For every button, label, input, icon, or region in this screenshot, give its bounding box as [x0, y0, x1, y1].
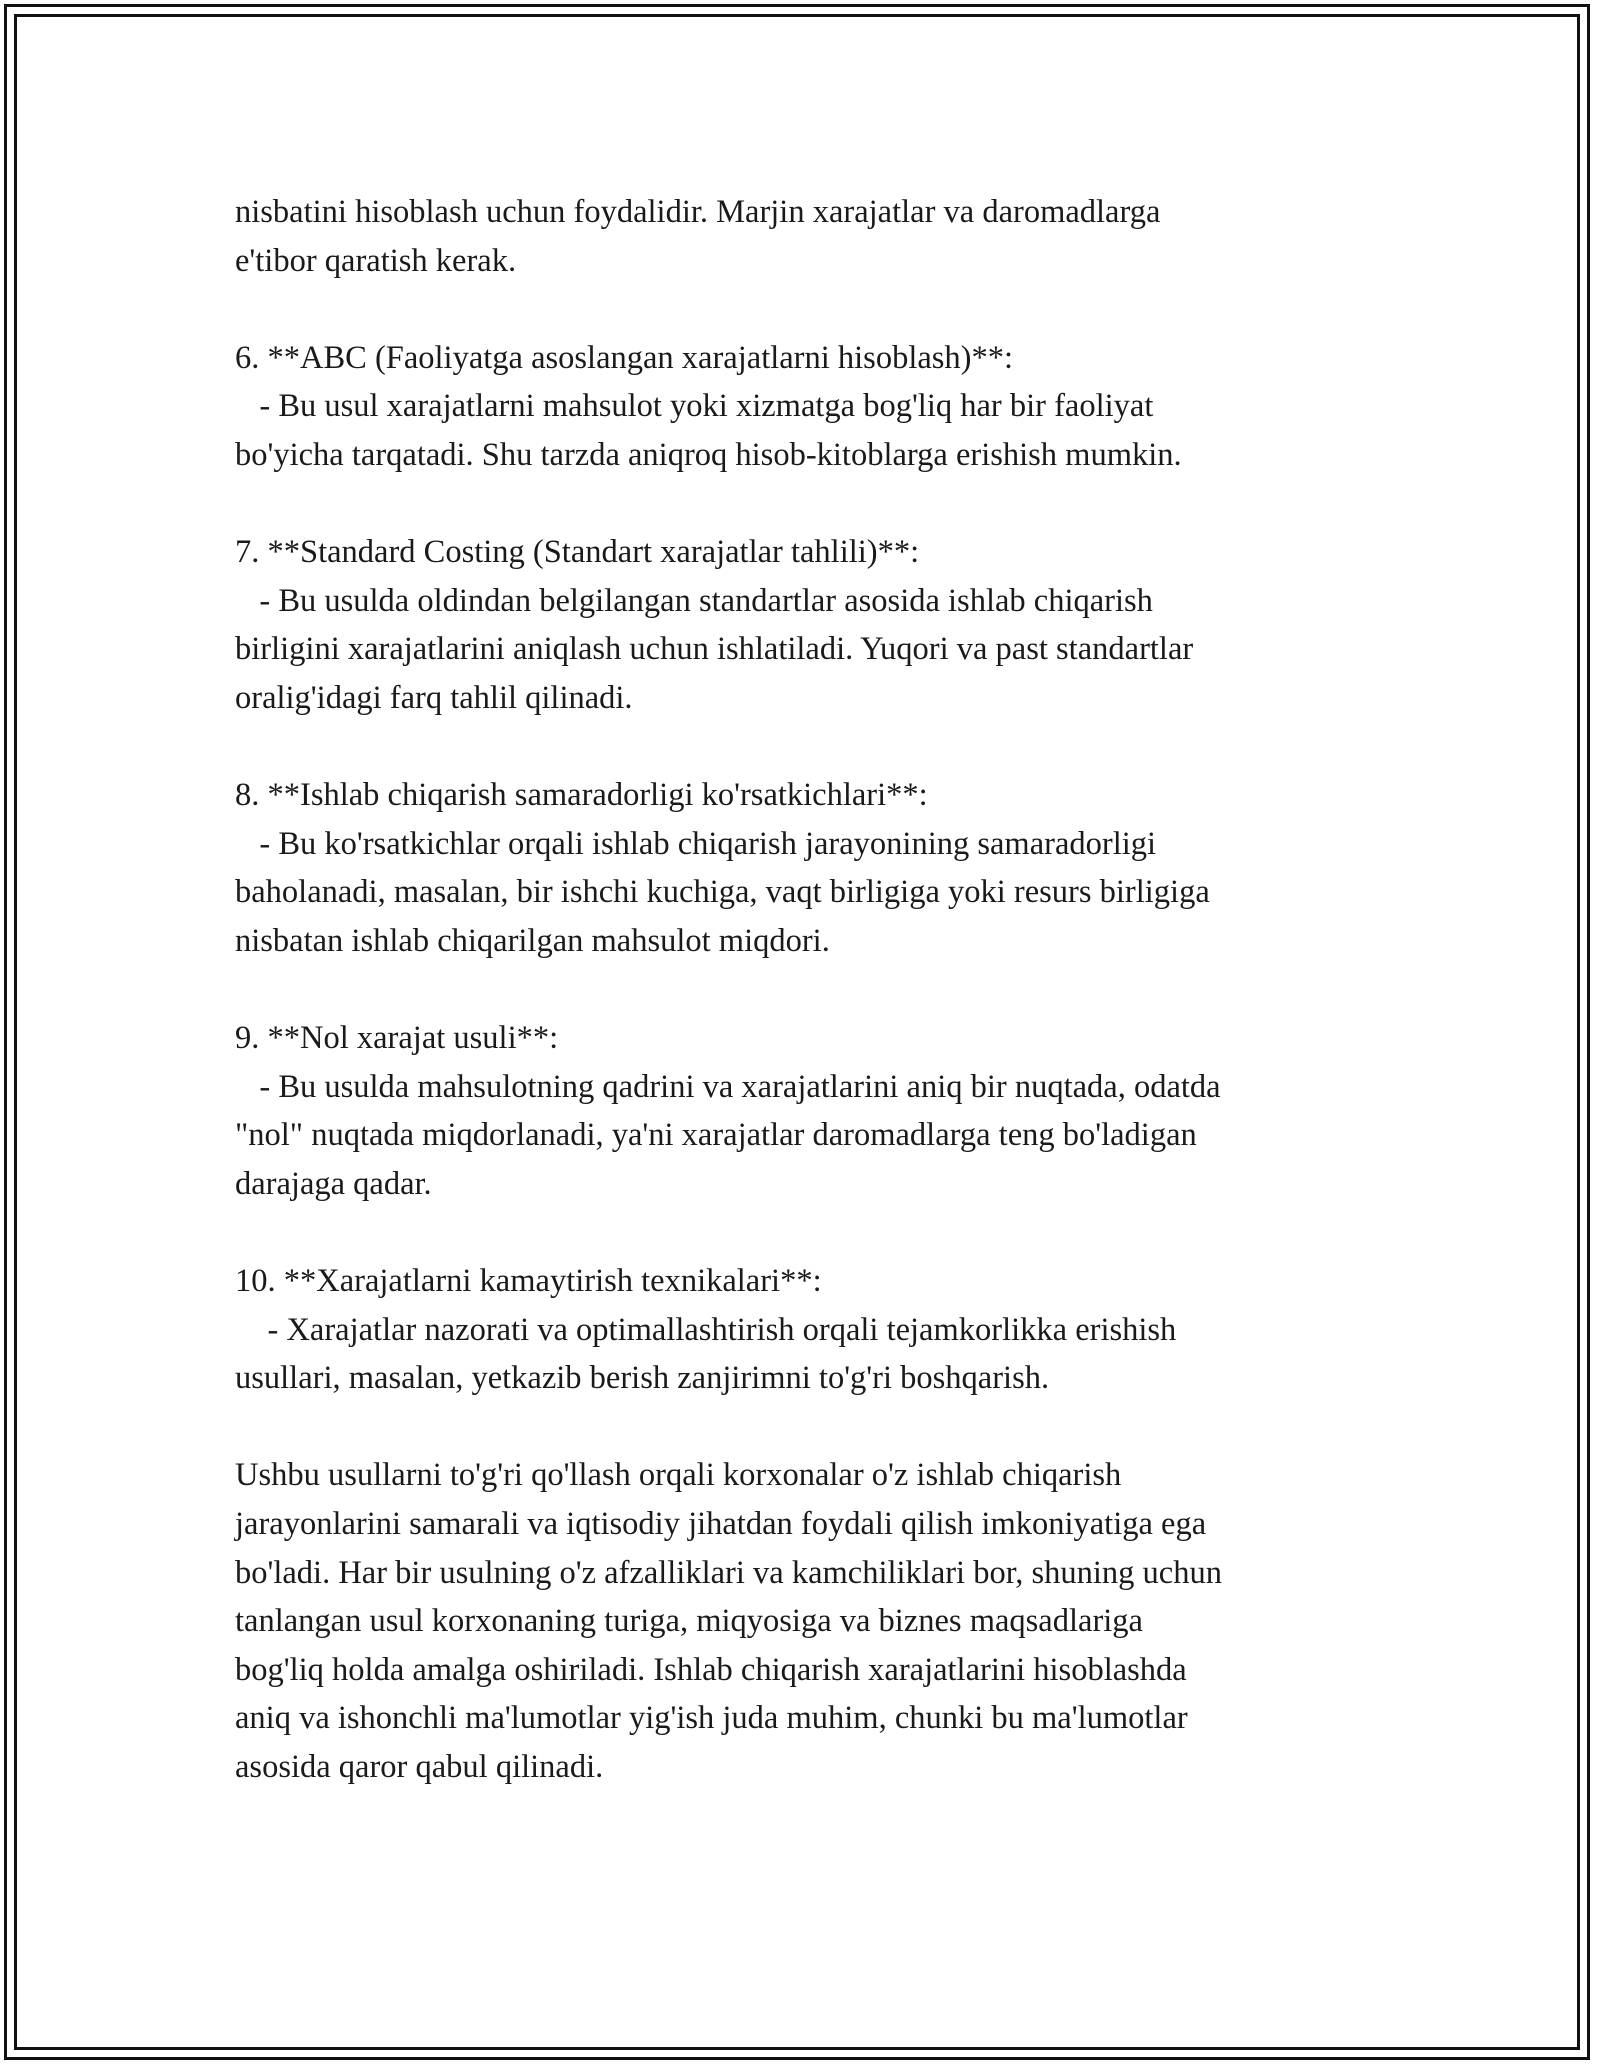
- paragraph-gap: [235, 285, 1415, 334]
- conclusion-line: aniq va ishonchli ma'lumotlar yig'ish juda muhim, chunki bu ma'lumotlar: [235, 1700, 1188, 1737]
- section-line: - Xarajatlar nazorati va optimallashtirish orqali tejamkorlikka erishish: [235, 1311, 1177, 1348]
- section-line: nisbatan ishlab chiqarilgan mahsulot miqdori.: [235, 922, 830, 959]
- section-line: - Bu usulda oldindan belgilangan standartlar asosida ishlab chiqarish: [235, 582, 1153, 619]
- section-line: darajaga qadar.: [235, 1165, 432, 1202]
- intro-line: nisbatini hisoblash uchun foydalidir. Marjin xarajatlar va daromadlarga: [235, 194, 1161, 230]
- section-line: - Bu usulda mahsulotning qadrini va xarajatlarini aniq bir nuqtada, odatda: [235, 1068, 1221, 1105]
- section-line: bo'yicha tarqatadi. Shu tarzda aniqroq hisob-kitoblarga erishish mumkin.: [235, 436, 1182, 473]
- paragraph-gap: [235, 966, 1415, 1015]
- paragraph-gap: [235, 480, 1415, 529]
- conclusion-line: bog'liq holda amalga oshiriladi. Ishlab chiqarish xarajatlarini hisoblashda: [235, 1651, 1187, 1688]
- document-body: [235, 188, 1415, 1792]
- section-heading: 6. **ABC (Faoliyatga asoslangan xarajatlarni hisoblash)**:: [235, 339, 1014, 376]
- conclusion-line: tanlangan usul korxonaning turiga, miqyosiga va biznes maqsadlariga: [235, 1603, 1143, 1640]
- section-heading: 9. **Nol xarajat usuli**:: [235, 1020, 559, 1057]
- conclusion-line: Ushbu usullarni to'g'ri qo'llash orqali korxonalar o'z ishlab chiqarish: [235, 1457, 1122, 1494]
- conclusion-line: jarayonlarini samarali va iqtisodiy jihatdan foydali qilish imkoniyatiga ega: [235, 1506, 1207, 1543]
- paragraph-gap: [235, 1208, 1415, 1257]
- section-line: usullari, masalan, yetkazib berish zanjirimni to'g'ri boshqarish.: [235, 1360, 1050, 1397]
- section-heading: 10. **Xarajatlarni kamaytirish texnikalari**:: [235, 1263, 822, 1300]
- section-line: oralig'idagi farq tahlil qilinadi.: [235, 679, 633, 716]
- section-line: baholanadi, masalan, bir ishchi kuchiga, vaqt birligiga yoki resurs birligiga: [235, 874, 1210, 911]
- section-heading: 8. **Ishlab chiqarish samaradorligi ko'rsatkichlari**:: [235, 777, 928, 814]
- section-line: birligini xarajatlarini aniqlash uchun ishlatiladi. Yuqori va past standartlar: [235, 631, 1194, 668]
- section-line: - Bu usul xarajatlarni mahsulot yoki xizmatga bog'liq har bir faoliyat: [235, 388, 1154, 425]
- conclusion-line: bo'ladi. Har bir usulning o'z afzalliklari va kamchiliklari bor, shuning uchun: [235, 1554, 1222, 1591]
- paragraph-gap: [235, 723, 1415, 772]
- section-heading: 7. **Standard Costing (Standart xarajatlar tahlili)**:: [235, 534, 920, 571]
- intro-line: e'tibor qaratish kerak.: [235, 242, 517, 279]
- section-line: "nol" nuqtada miqdorlanadi, ya'ni xarajatlar daromadlarga teng bo'ladigan: [235, 1117, 1197, 1154]
- paragraph-gap: [235, 1403, 1415, 1452]
- conclusion-line: asosida qaror qabul qilinadi.: [235, 1749, 604, 1785]
- section-line: - Bu ko'rsatkichlar orqali ishlab chiqarish jarayonining samaradorligi: [235, 825, 1157, 862]
